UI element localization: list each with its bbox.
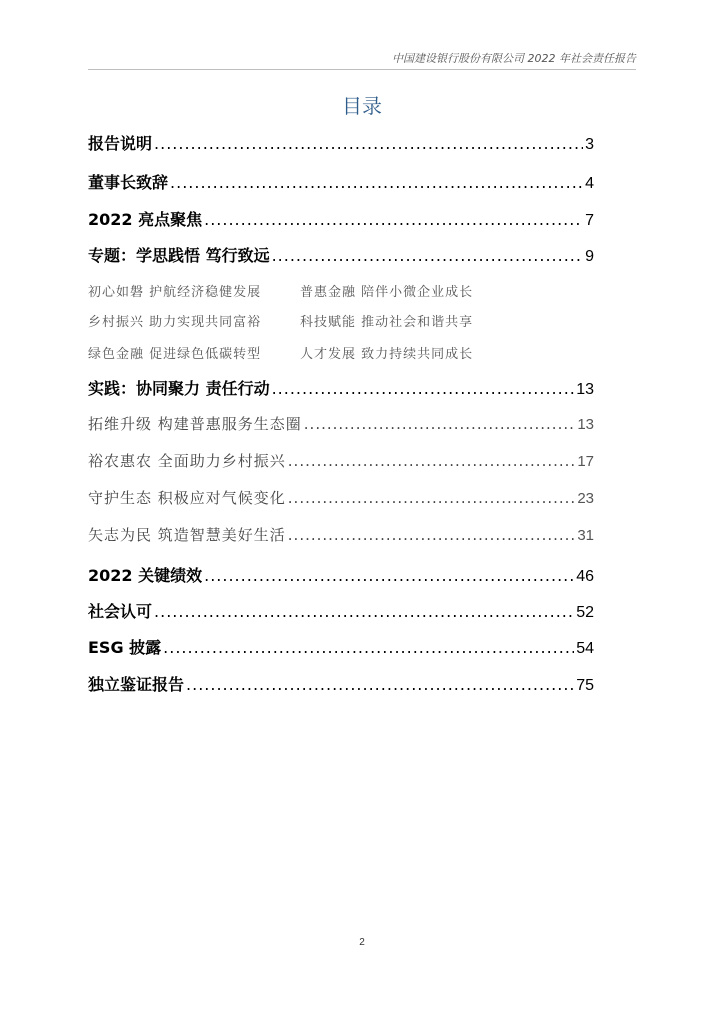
toc-entry-label: 矢志为民 筑造智慧美好生活 — [88, 526, 286, 544]
toc-subentry[interactable] — [88, 450, 594, 471]
toc-entry-social-recognition[interactable] — [88, 599, 594, 622]
toc-entry-page: 3 — [585, 136, 594, 153]
topic-row — [88, 343, 594, 363]
toc-leader-dots — [204, 566, 574, 585]
toc-entry-label: 报告说明 — [88, 134, 153, 153]
topic-item[interactable]: 绿色金融 促进绿色低碳转型 — [88, 347, 262, 362]
toc-entry-label: 2022 亮点聚焦 — [88, 210, 203, 229]
toc-leader-dots — [154, 602, 574, 621]
toc-entry-page: 54 — [576, 640, 594, 657]
toc-entry-highlights[interactable] — [88, 207, 594, 230]
toc-leader-dots — [170, 173, 583, 192]
toc-leader-dots — [272, 246, 584, 265]
topic-item[interactable]: 普惠金融 陪伴小微企业成长 — [300, 285, 474, 300]
toc-entry-page: 13 — [577, 416, 594, 433]
toc-entry-label: 独立鉴证报告 — [88, 675, 185, 694]
toc-leader-dots — [204, 210, 583, 229]
toc-title: 目录 — [342, 94, 382, 118]
toc-entry-label: 2022 关键绩效 — [88, 566, 203, 585]
toc-entry-page: 7 — [585, 212, 594, 229]
toc-entry-label: 社会认可 — [88, 602, 153, 621]
topic-row — [88, 311, 594, 331]
toc-leader-dots — [304, 415, 576, 433]
toc-entry-page: 46 — [576, 568, 594, 585]
page-number: 2 — [359, 937, 365, 948]
toc-entry-page: 52 — [576, 604, 594, 621]
toc-entry-key-performance[interactable] — [88, 563, 594, 586]
toc-subentry[interactable] — [88, 487, 594, 508]
toc-entry-page: 17 — [577, 453, 594, 470]
toc-entry-report-notes[interactable] — [88, 131, 594, 154]
toc-leader-dots — [186, 675, 574, 694]
header-rule — [88, 69, 636, 70]
toc-entry-page: 23 — [577, 490, 594, 507]
toc-entry-label: 专题：学思践悟 笃行致远 — [88, 246, 270, 265]
toc-entry-label: 守护生态 积极应对气候变化 — [88, 489, 286, 507]
toc-leader-dots — [163, 638, 574, 657]
toc-leader-dots — [272, 379, 575, 398]
topic-item[interactable]: 人才发展 致力持续共同成长 — [300, 347, 474, 362]
toc-entry-page: 31 — [577, 527, 594, 544]
toc-entry-page: 75 — [576, 677, 594, 694]
topic-item[interactable]: 科技赋能 推动社会和谐共享 — [300, 315, 474, 330]
toc-entry-label: ESG 披露 — [88, 638, 162, 657]
topic-item[interactable]: 初心如磐 护航经济稳健发展 — [88, 285, 262, 300]
toc-entry-chairman-speech[interactable] — [88, 170, 594, 193]
toc-entry-label: 裕农惠农 全面助力乡村振兴 — [88, 452, 286, 470]
toc-entry-label: 拓维升级 构建普惠服务生态圈 — [88, 415, 302, 433]
toc-leader-dots — [288, 452, 576, 470]
toc-entry-special-topic[interactable] — [88, 243, 594, 266]
topic-row — [88, 281, 594, 301]
toc-entry-label: 董事长致辞 — [88, 173, 169, 192]
toc-entry-label: 实践：协同聚力 责任行动 — [88, 379, 270, 398]
toc-leader-dots — [288, 489, 576, 507]
toc-leader-dots — [154, 134, 583, 153]
toc-subentry[interactable] — [88, 413, 594, 434]
toc-entry-practice[interactable] — [88, 376, 594, 399]
toc-entry-esg-disclosure[interactable] — [88, 635, 594, 658]
toc-entry-page: 4 — [585, 175, 594, 192]
toc-subentry[interactable] — [88, 524, 594, 545]
toc-entry-page: 9 — [585, 248, 594, 265]
toc-entry-page: 13 — [576, 381, 594, 398]
topic-item[interactable]: 乡村振兴 助力实现共同富裕 — [88, 315, 262, 330]
report-header: 中国建设银行股份有限公司 2022 年社会责任报告 — [392, 52, 636, 65]
toc-leader-dots — [288, 526, 576, 544]
toc-entry-assurance-report[interactable] — [88, 672, 594, 695]
